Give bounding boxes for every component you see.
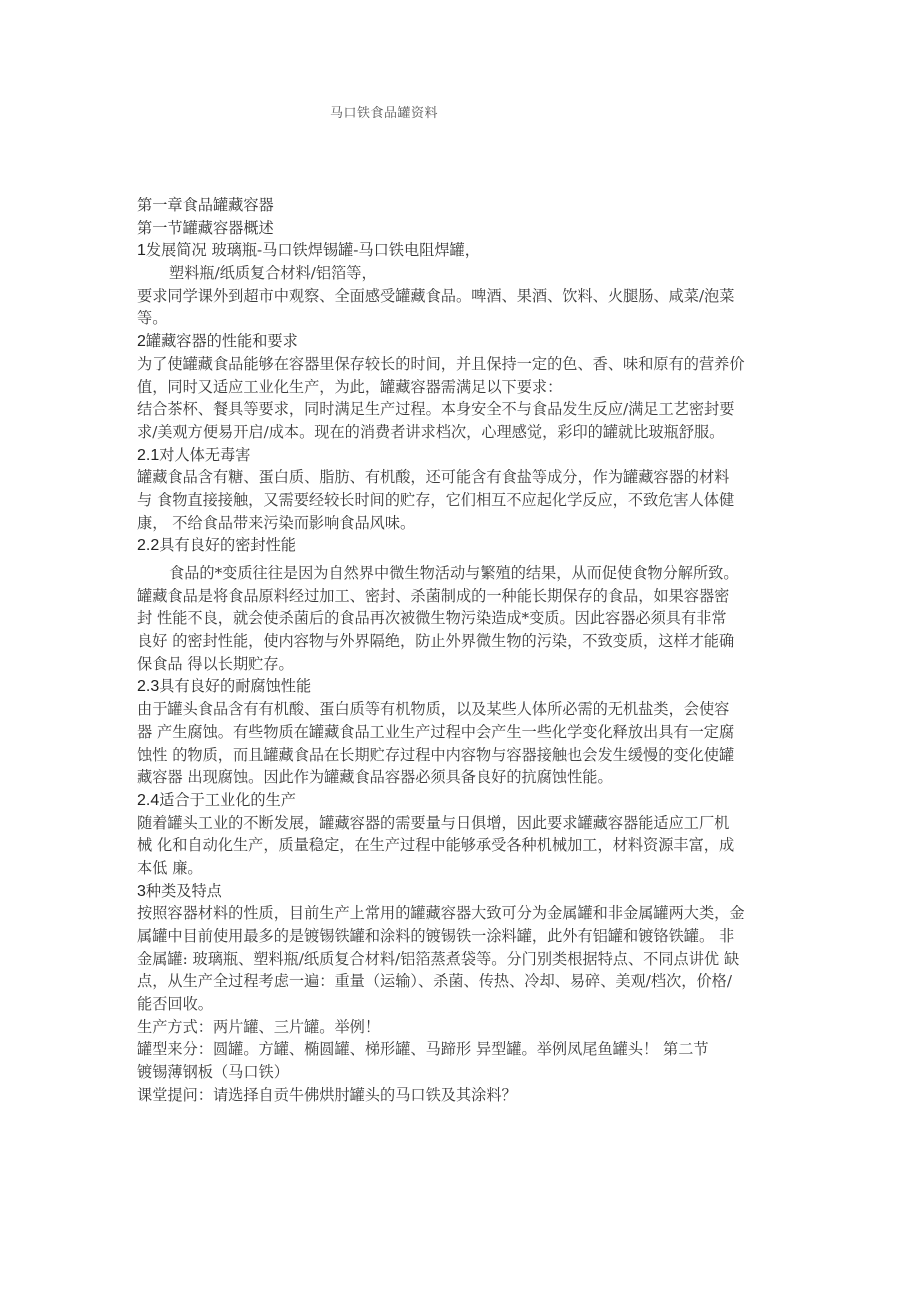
subsection-heading-2-4 <box>137 789 805 812</box>
subsection-heading-2-2 <box>137 534 805 557</box>
heading-number: 2.2 <box>137 537 160 555</box>
paragraph-line: 食品的*变质往往是因为自然界中微生物活动与繁殖的结果，从而促使食物分解所致。 <box>169 564 739 582</box>
subsection-heading-3 <box>137 880 805 903</box>
paragraph-line: 要求同学课外到超市中观察、全面感受罐藏食品。啤酒、果酒、饮料、火腿肠、咸菜/泡菜 <box>137 286 735 305</box>
paragraph-line: 封 性能不良，就会使杀菌后的食品再次被微生物污染造成*变质。因此容器必须具有非常 <box>137 609 727 628</box>
heading-number: 2 <box>137 333 146 351</box>
heading-text: 具有良好的密封性能 <box>159 536 296 555</box>
chapter-heading <box>137 194 805 217</box>
paragraph-line: 蚀性 的物质，而且罐藏食品在长期贮存过程中内容物与容器接触也会发生缓慢的变化使罐 <box>137 745 735 764</box>
paragraph-line: 结合茶杯、餐具等要求，同时满足生产过程。本身安全不与食品发生反应/满足工艺密封要 <box>137 400 735 419</box>
paragraph-line: 点，从生产全过程考虑一遍：重量（运输）、杀菌、传热、冷却、易碎、美观/档次，价格/ <box>137 972 732 991</box>
paragraph-line: 等。 <box>137 309 168 328</box>
paragraph-line: 罐藏食品是将食品原料经过加工、密封、杀菌制成的一种能长期保存的食品，如果容器密 <box>137 586 730 605</box>
paragraph-line: 能否回收。 <box>137 995 213 1014</box>
heading-text: 适合于工业化的生产 <box>159 790 296 809</box>
paragraph-line: 按照容器材料的性质，目前生产上常用的罐藏容器大致可分为金属罐和非金属罐两大类，金 <box>137 904 745 923</box>
heading-number: 1 <box>137 242 146 260</box>
paragraph-line: 罐型来分：圆罐。方罐、椭圆罐、梯形罐、马蹄形 异型罐。举例凤尾鱼罐头！ 第二节 <box>137 1040 709 1059</box>
heading-text: 对人体无毒害 <box>159 445 251 464</box>
heading-text: 罐藏容器的性能和要求 <box>145 332 298 351</box>
paragraph-line: 械 化和自动化生产，质量稳定，在生产过程中能够承受各种机械加工，材料资源丰富，成 <box>137 836 735 855</box>
heading-text: 发展简况 玻璃瓶-马口铁焊锡罐-马口铁电阻焊罐， <box>145 241 480 260</box>
document-body <box>137 194 805 1107</box>
paragraph-line: 罐藏食品含有糖、蛋白质、脂肪、有机酸，还可能含有食盐等成分，作为罐藏容器的材料 <box>137 468 730 487</box>
paragraph-line: 本低 廉。 <box>137 858 203 877</box>
document-title: 马口铁食品罐资料 <box>330 106 439 121</box>
paragraph-line: 求/美观方便易开启/成本。现在的消费者讲求档次，心理感觉，彩印的罐就比玻瓶舒服。 <box>137 422 725 441</box>
subsection-heading-2-1 <box>137 444 805 467</box>
heading-number: 2.3 <box>137 678 160 696</box>
section-heading-text: 第一节罐藏容器概述 <box>137 218 274 237</box>
paragraph-line: 良好 的密封性能，使内容物与外界隔绝，防止外界微生物的污染，不致变质，这样才能确 <box>137 632 735 651</box>
section-heading <box>137 217 805 240</box>
paragraph-line: 藏容器 出现腐蚀。因此作为罐藏食品容器必须具备良好的抗腐蚀性能。 <box>137 768 613 787</box>
paragraph-line: 生产方式：两片罐、三片罐。举例！ <box>137 1017 380 1036</box>
paragraph-line: 值，同时又适应工业化生产，为此，罐藏容器需满足以下要求： <box>137 377 563 396</box>
subsection-heading-1 <box>137 239 805 262</box>
paragraph-line: 由于罐头食品含有有机酸、蛋白质等有机物质，以及某些人体所必需的无机盐类，会使容 <box>137 700 730 719</box>
paragraph-line: 塑料瓶/纸质复合材料/铝箔等， <box>169 264 377 283</box>
heading-text: 具有良好的耐腐蚀性能 <box>159 677 312 696</box>
paragraph-line: 课堂提问：请选择自贡牛佛烘肘罐头的马口铁及其涂料？ <box>137 1085 517 1104</box>
paragraph-line: 保食品 得以长期贮存。 <box>137 654 294 673</box>
heading-number: 3 <box>137 882 146 900</box>
subsection-heading-2-3 <box>137 675 805 698</box>
paragraph-line: 镀锡薄钢板（马口铁） <box>137 1063 289 1082</box>
paragraph-line: 属罐中目前使用最多的是镀锡铁罐和涂料的镀锡铁一涂料罐，此外有铝罐和镀铬铁罐。 非 <box>137 927 735 945</box>
paragraph-line: 器 产生腐蚀。有些物质在罐藏食品工业生产过程中会产生一些化学变化释放出具有一定腐 <box>137 722 735 741</box>
paragraph-line: 康， 不给食品带来污染而影响食品风味。 <box>137 513 416 532</box>
paragraph-line: 为了使罐藏食品能够在容器里保存较长的时间，并且保持一定的色、香、味和原有的营养价 <box>137 354 745 373</box>
heading-text: 种类及特点 <box>145 881 222 900</box>
heading-number: 2.4 <box>137 791 160 809</box>
paragraph-line: 金属罐: 玻璃瓶、塑料瓶/纸质复合材料/铝箔蒸煮袋等。分门别类根据特点、不同点讲优 缺 <box>137 949 740 968</box>
subsection-heading-2 <box>137 330 805 353</box>
paragraph-line: 随着罐头工业的不断发展，罐藏容器的需要量与日俱增，因此要求罐藏容器能适应工厂机 <box>137 813 730 832</box>
paragraph-line: 与 食物直接接触，又需要经较长时间的贮存，它们相互不应起化学反应，不致危害人体健 <box>137 490 735 509</box>
heading-number: 2.1 <box>137 446 160 464</box>
chapter-heading-text: 第一章食品罐藏容器 <box>137 196 274 214</box>
